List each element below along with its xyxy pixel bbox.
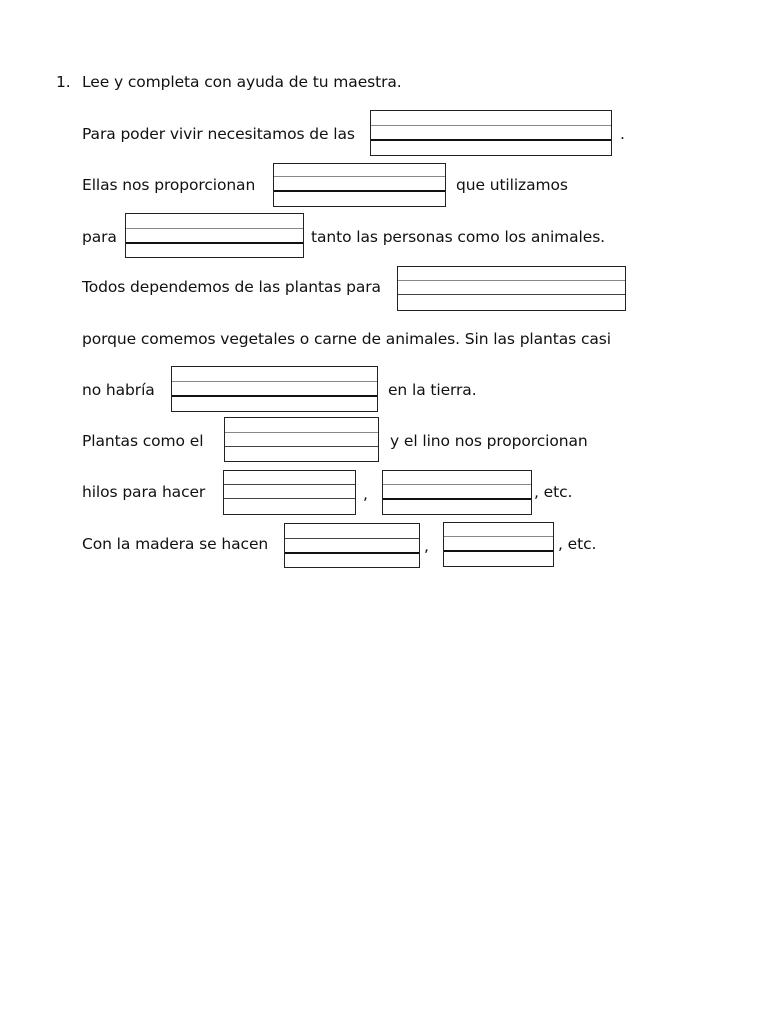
sentence-text: Plantas como el: [82, 432, 204, 450]
sentence-text: para: [82, 228, 117, 246]
sentence-text: Con la madera se hacen: [82, 535, 269, 553]
handwriting-blank[interactable]: [125, 213, 304, 258]
handwriting-blank[interactable]: [382, 470, 532, 515]
sentence-text: en la tierra.: [388, 381, 477, 399]
sentence-text: tanto las personas como los animales.: [311, 228, 606, 246]
sentence-text: Para poder vivir necesitamos de las: [82, 125, 355, 143]
instruction-heading: Lee y completa con ayuda de tu maestra.: [82, 73, 402, 91]
sentence-text: ,: [424, 537, 429, 555]
handwriting-blank[interactable]: [397, 266, 626, 311]
handwriting-blank[interactable]: [171, 366, 378, 412]
handwriting-blank[interactable]: [223, 470, 356, 515]
sentence-text: hilos para hacer: [82, 483, 206, 501]
sentence-text: Todos dependemos de las plantas para: [82, 278, 381, 296]
handwriting-blank[interactable]: [284, 523, 420, 568]
handwriting-blank[interactable]: [443, 522, 554, 567]
handwriting-blank[interactable]: [273, 163, 446, 207]
sentence-text: que utilizamos: [456, 176, 568, 194]
sentence-text: y el lino nos proporcionan: [390, 432, 588, 450]
sentence-text: , etc.: [534, 483, 573, 501]
sentence-text: ,: [363, 485, 368, 503]
sentence-text: porque comemos vegetales o carne de animales. Sin las plantas casi: [82, 330, 611, 348]
sentence-text: no habría: [82, 381, 155, 399]
handwriting-blank[interactable]: [370, 110, 612, 156]
handwriting-blank[interactable]: [224, 417, 379, 462]
sentence-text: , etc.: [558, 535, 597, 553]
item-number: 1.: [56, 73, 71, 91]
sentence-text: Ellas nos proporcionan: [82, 176, 256, 194]
sentence-text: .: [620, 125, 625, 143]
